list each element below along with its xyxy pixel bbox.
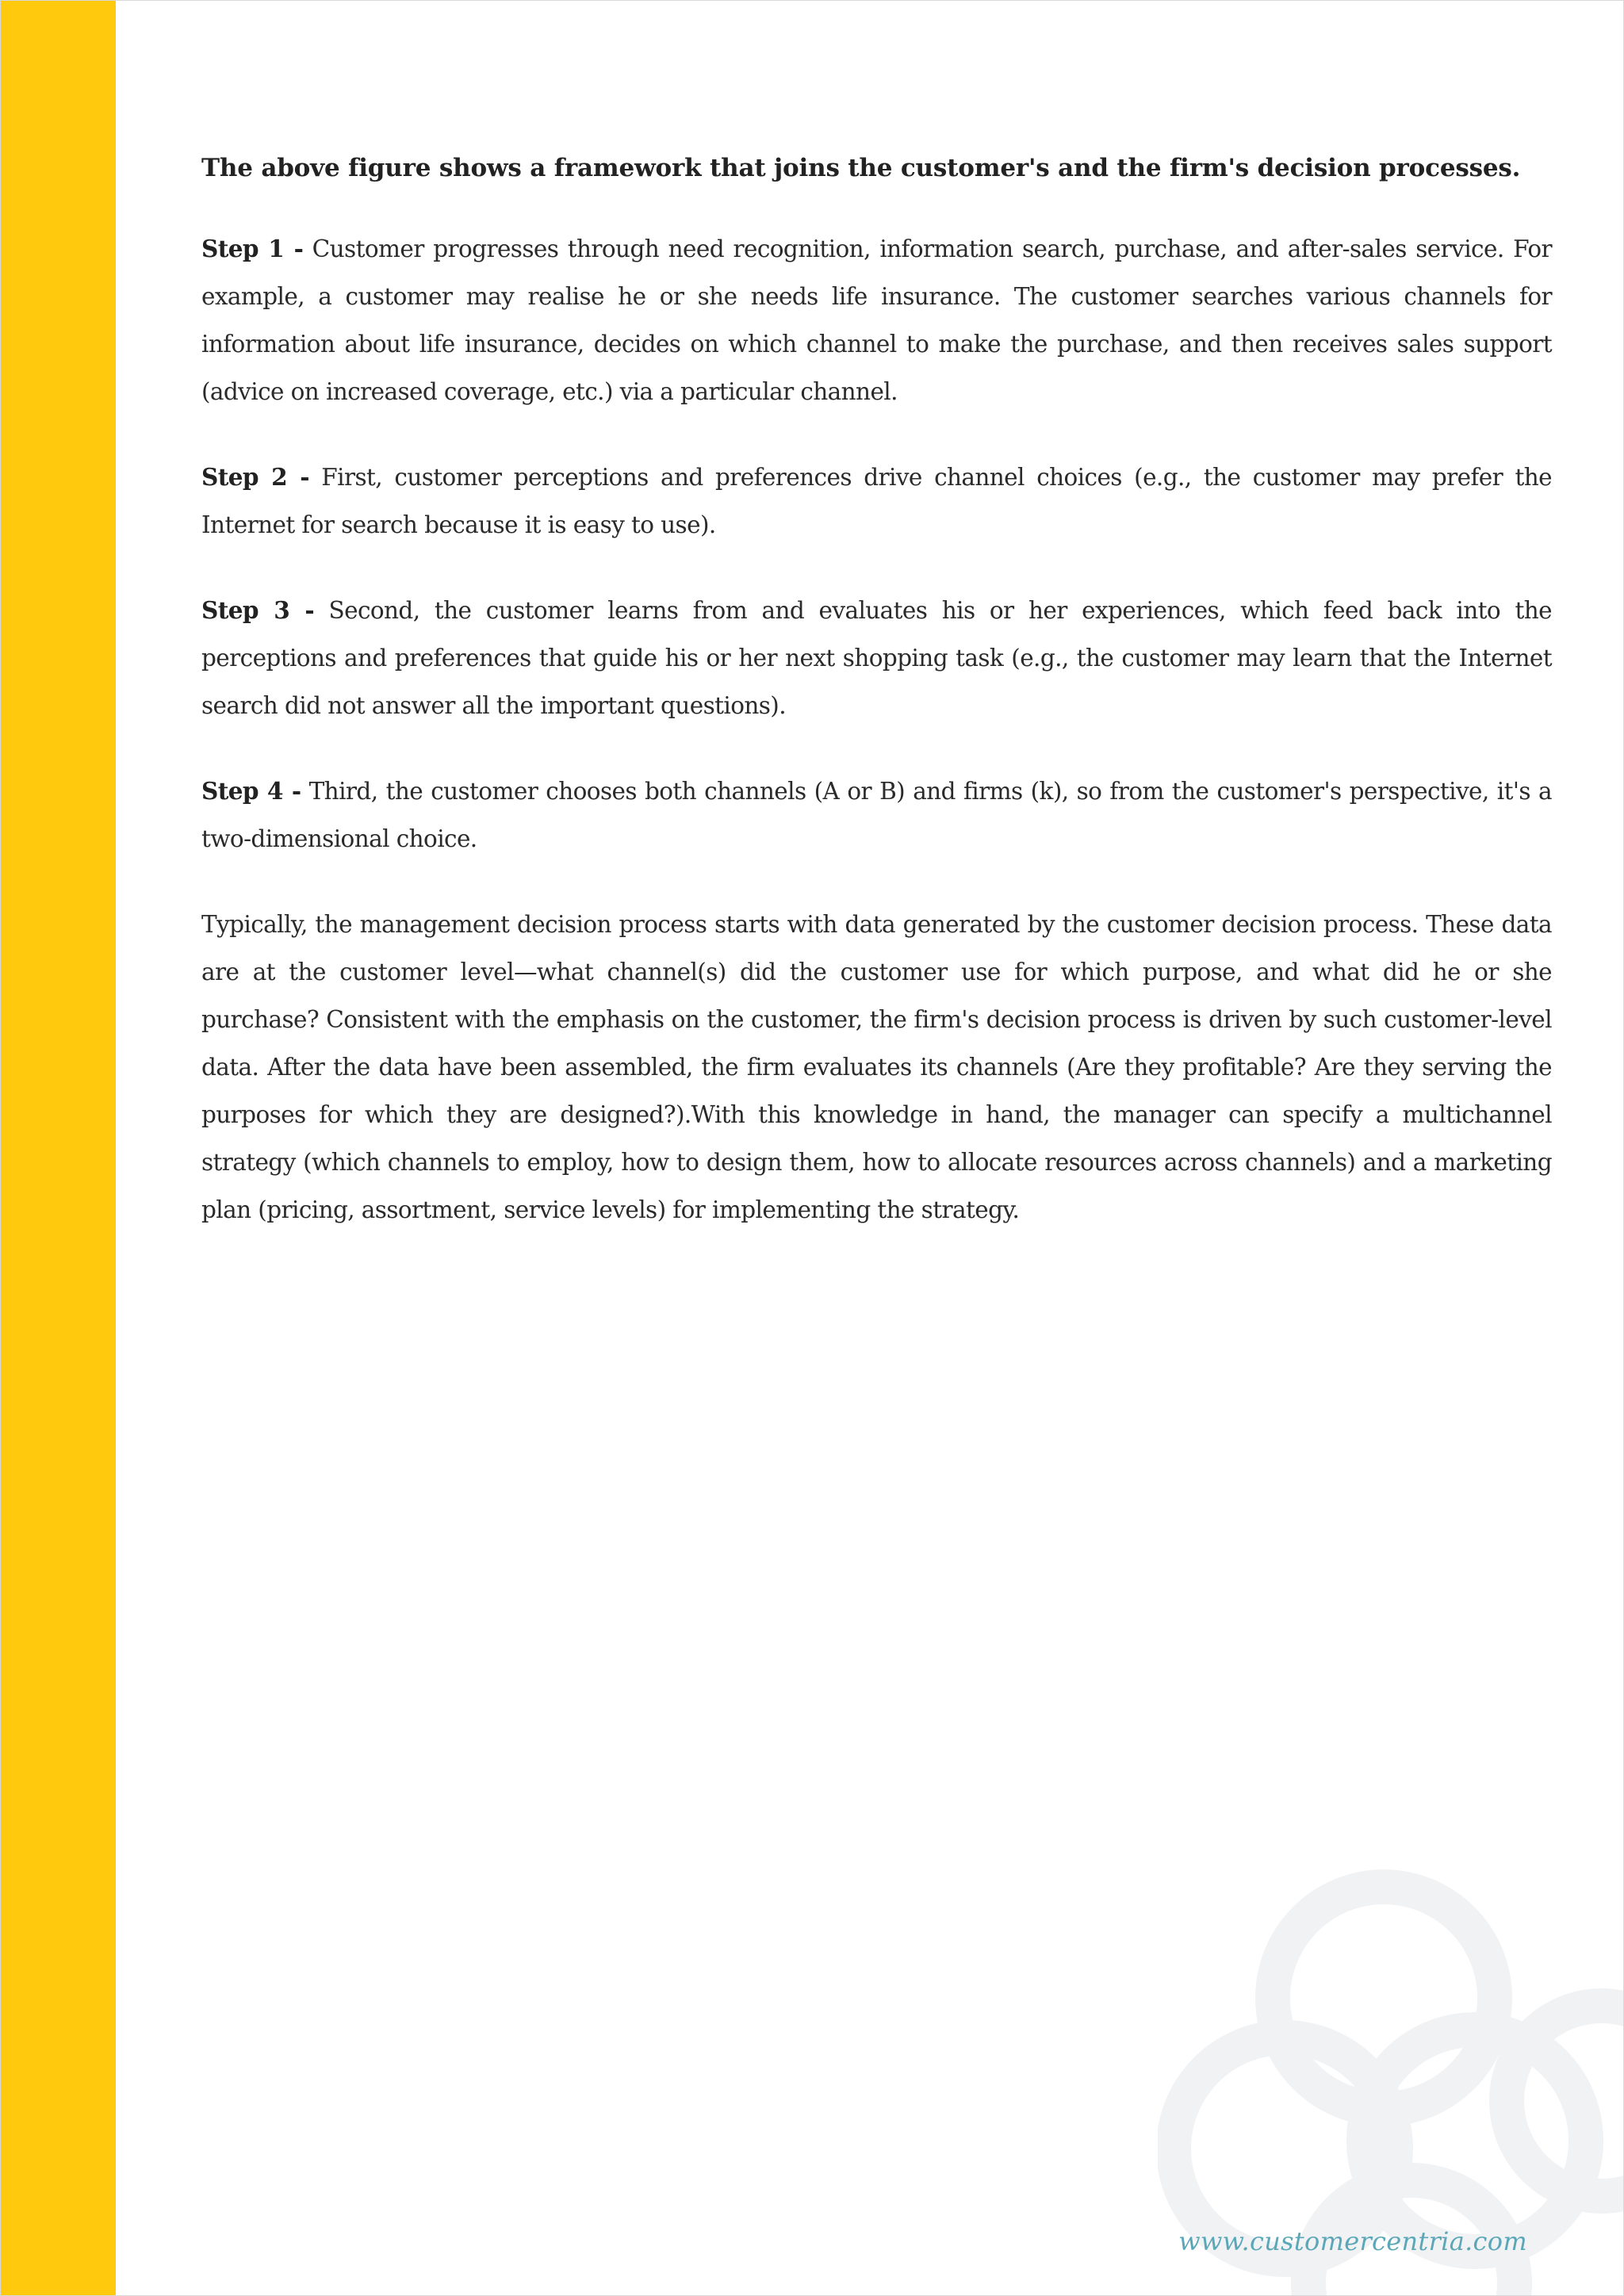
footer-website-link[interactable]: www.customercentria.com [1178,2226,1527,2256]
page-heading: The above figure shows a framework that joins the customer's and the firm's decision processes. [201,154,1521,182]
step-3-label: Step 3 - [201,596,315,624]
step-2-text: First, customer perceptions and preferences drive channel choices (e.g., the customer may prefer the Internet for search because it is easy to use). [201,464,1552,538]
step-2-label: Step 2 - [201,463,309,491]
document-body [201,151,1552,1272]
step-3-text: Second, the customer learns from and evaluates his or her experiences, which feed back into the perceptions and preferences that guide his or her next shopping task (e.g., the customer may learn that the Internet search did not answer all the important questions). [201,597,1552,719]
step-4-text: Third, the customer chooses both channels (A or B) and firms (k), so from the customer's perspective, it's a two-dimensional choice. [201,778,1552,852]
step-1-text: Customer progresses through need recognition, information search, purchase, and after-sales service. For example, a customer may realise he or she needs life insurance. The customer searches various channels for information about life insurance, decides on which channel to make the purchase, and then receives sales support (advice on increased coverage, etc.) via a particular channel. [201,235,1552,405]
step-4-label: Step 4 - [201,777,301,805]
step-1-label: Step 1 - [201,235,304,262]
step-3-paragraph [201,587,1552,729]
step-4-paragraph [201,767,1552,863]
step-1-paragraph [201,225,1552,415]
closing-paragraph: Typically, the management decision process starts with data generated by the customer decision process. These data are at the customer level—what channel(s) did the customer use for which purpose, and what did he or she purchase? Consistent with the emphasis on the customer, the firm's decision process is driven by such customer-level data. After the data have been assembled, the firm evaluates its channels (Are they profitable? Are they serving the purposes for which they are designed?).With this knowledge in hand, the manager can specify a multichannel strategy (which channels to employ, how to design them, how to allocate resources across channels) and a marketing plan (pricing, assortment, service levels) for implementing the strategy. [201,911,1552,1223]
side-accent-bar [0,0,116,2296]
step-2-paragraph [201,453,1552,549]
